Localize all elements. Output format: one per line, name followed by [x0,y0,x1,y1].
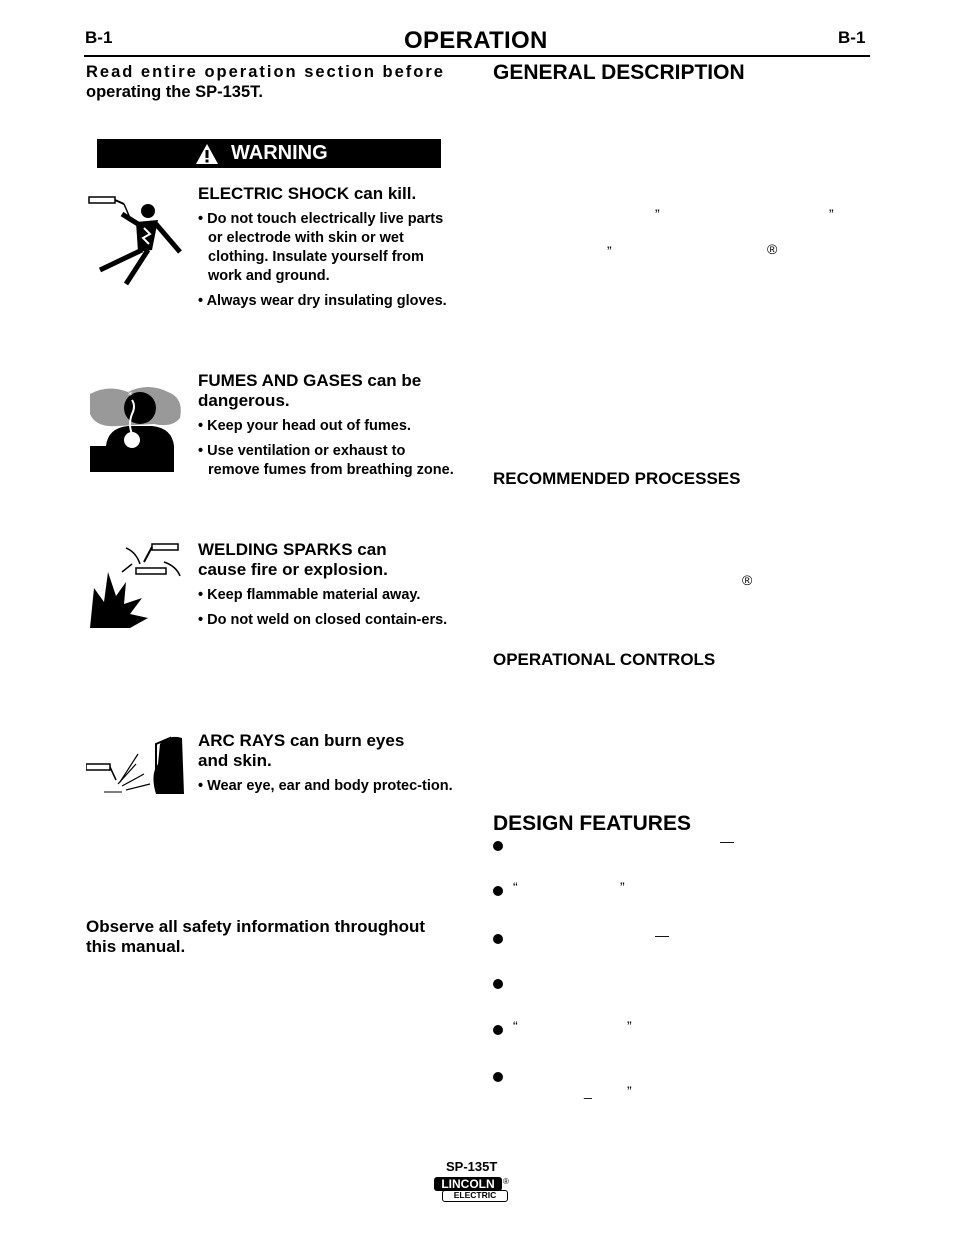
hazard-bullets [198,777,458,796]
stray-quote: ” [627,1083,632,1099]
fumes-icon [88,384,184,472]
bullet-dot [493,1025,503,1035]
stray-quote: ” [829,206,834,222]
page-title: OPERATION [404,27,548,54]
intro-note [86,62,466,102]
logo-bottom: ELECTRIC [442,1190,508,1202]
hazard-bullet: • Keep your head out of fumes. [198,417,458,436]
hazard-fumes [198,371,458,486]
page-code-left: B-1 [85,28,113,47]
stray-quote: “ [513,879,518,895]
stray-quote: “ [513,1018,518,1034]
stray-registered: ® [742,572,753,588]
bullet-dot [493,979,503,989]
welding-sparks-icon [86,542,184,630]
lincoln-electric-logo [434,1177,512,1205]
hazard-title-cont: dangerous. [198,391,290,410]
stray-dash: — [720,833,734,849]
stray-quote: ” [655,206,660,222]
operational-controls-heading: OPERATIONAL CONTROLS [493,650,716,669]
hazard-title: ARC RAYS can burn eyes [198,731,405,750]
design-features-heading: DESIGN FEATURES [493,812,691,835]
hazard-title-cont: and skin. [198,751,272,770]
hazard-title: ELECTRIC SHOCK can kill. [198,184,417,203]
hazard-title: FUMES AND GASES can be [198,371,422,390]
stray-dash: — [655,927,669,943]
stray-quote: ” [607,243,612,259]
intro-line-1: Read entire operation section before [86,63,445,81]
logo-registered: ® [503,1177,509,1186]
footer-model: SP-135T [446,1159,498,1174]
intro-line-2: operating the SP-135T. [86,83,263,101]
warning-label: WARNING [231,142,328,164]
electric-shock-icon [86,192,186,290]
hazard-title: WELDING SPARKS can [198,540,387,559]
hazard-bullet: • Always wear dry insulating gloves. [198,292,448,311]
hazard-bullet: • Keep flammable material away. [198,586,458,605]
observe-safety-note [86,917,476,957]
observe-line-1: Observe all safety information throughout [86,917,426,936]
hazard-arc-rays [198,731,458,802]
hazard-bullets [198,417,458,480]
bullet-dot [493,934,503,944]
warning-triangle-icon [195,143,219,165]
general-description-heading: GENERAL DESCRIPTION [493,61,745,84]
bullet-dot [493,841,503,851]
stray-registered: ® [767,241,778,257]
header-rule [84,55,870,57]
stray-quote: ” [620,879,625,895]
svg-text:*: * [128,391,133,401]
hazard-bullet: • Do not touch electrically live parts or electrode with skin or wet clothing. Insulate yourself from work and ground. [198,210,448,286]
hazard-bullet: • Use ventilation or exhaust to remove fumes from breathing zone. [198,442,458,480]
hazard-electric-shock [198,184,448,317]
hazard-bullets [198,210,448,311]
logo-top: LINCOLN [434,1177,502,1191]
hazard-bullet: • Wear eye, ear and body protec-tion. [198,777,458,796]
page-code-right: B-1 [838,28,866,47]
hazard-title-cont: cause fire or explosion. [198,560,388,579]
bullet-dot [493,1072,503,1082]
hazard-bullet: • Do not weld on closed contain-ers. [198,611,458,630]
hazard-bullets [198,586,458,630]
observe-line-2: this manual. [86,937,186,956]
stray-quote: ” [627,1018,632,1034]
warning-banner [97,139,441,168]
arc-rays-icon [86,734,186,796]
recommended-processes-heading: RECOMMENDED PROCESSES [493,469,741,488]
stray-underscore: _ [584,1083,592,1099]
hazard-sparks [198,540,458,636]
bullet-dot [493,886,503,896]
